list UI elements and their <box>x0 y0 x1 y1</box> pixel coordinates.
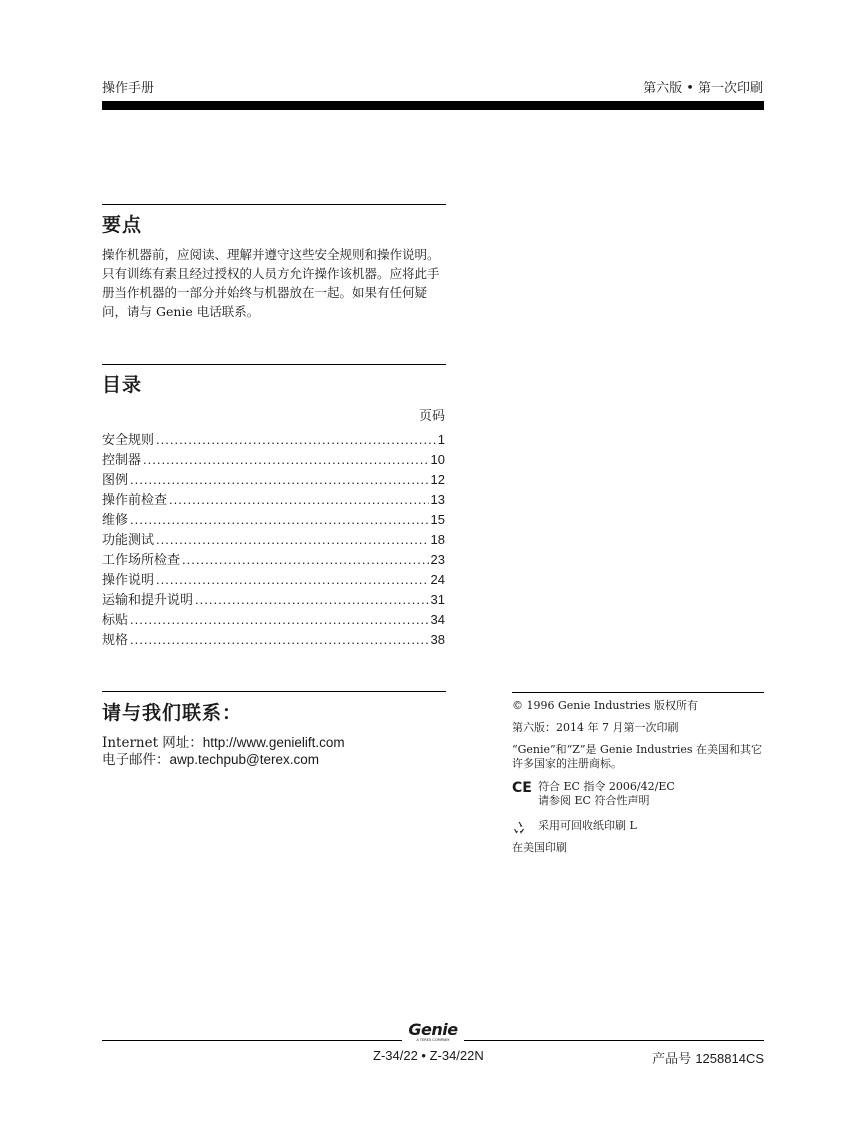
genie-logo-text: Genie <box>408 1020 458 1039</box>
toc-entry[interactable]: 安全规则 ..... 1 <box>102 430 445 450</box>
footer-rule-left <box>102 1040 402 1041</box>
copyright-text: © 1996 Genie Industries 版权所有 <box>512 699 698 712</box>
edition-text: 第六版：2014 年 7 月第一次印刷 <box>512 721 679 734</box>
section-divider <box>512 692 764 693</box>
toc-entry[interactable]: 控制器 ..... 10 <box>102 450 445 470</box>
email-link[interactable]: awp.techpub@terex.com <box>169 752 320 767</box>
section-divider <box>102 691 446 692</box>
contact-email <box>102 751 319 769</box>
toc-entry[interactable]: 操作说明 ..... 24 <box>102 570 445 590</box>
toc-entry[interactable]: 维修 ..... 15 <box>102 510 445 530</box>
header-manual-title: 操作手册 <box>102 81 155 96</box>
contact-title: 请与我们联系： <box>102 702 243 724</box>
key-points-title: 要点 <box>102 214 143 236</box>
toc-entry[interactable]: 工作场所检查 ..... 23 <box>102 550 445 570</box>
email-label: 电子邮件： <box>102 752 170 768</box>
section-divider <box>102 364 446 365</box>
header-edition: 第六版 • 第一次印刷 <box>643 81 763 96</box>
recycle-icon <box>512 819 526 833</box>
footer-model: Z-34/22 • Z-34/22N <box>373 1048 484 1063</box>
internet-label: Internet 网址： <box>102 735 203 751</box>
genie-logo-subtext: A TEREX COMPANY <box>416 1038 450 1042</box>
section-divider <box>102 204 446 205</box>
ce-mark-icon: CE <box>512 780 532 796</box>
toc-entry[interactable]: 运输和提升说明 ..... 31 <box>102 590 445 610</box>
contact-internet <box>102 734 345 752</box>
toc-entry[interactable]: 图例 ..... 12 <box>102 470 445 490</box>
recycled-paper-text: 采用可回收纸印刷 L <box>538 819 637 832</box>
toc-entry[interactable]: 规格 ..... 38 <box>102 630 445 650</box>
printed-in-text: 在美国印刷 <box>512 841 567 854</box>
key-points-text: 操作机器前，应阅读、理解并遵守这些安全规则和操作说明。只有训练有素且经过授权的人员方允许操作该机器。应将此手册当作机器的一部分并始终与机器放在一起。如果有任何疑问，请与 Genie 电话联系。 <box>102 247 440 319</box>
toc-entry[interactable]: 操作前检查 ..... 13 <box>102 490 445 510</box>
part-number-label: 产品号 <box>652 1052 692 1067</box>
toc-entry[interactable]: 功能测试 ..... 18 <box>102 530 445 550</box>
toc-title: 目录 <box>102 374 143 396</box>
part-number-value: 1258814CS <box>695 1051 764 1066</box>
website-link[interactable]: http://www.genielift.com <box>202 735 345 750</box>
footer-rule-right <box>464 1040 764 1041</box>
header-bar <box>102 101 764 110</box>
toc-entry[interactable]: 标贴 ..... 34 <box>102 610 445 630</box>
toc-page-label: 页码 <box>418 409 445 424</box>
trademark-text: “Genie”和“Z”是 Genie Industries 在美国和其它许多国家的注册商标。 <box>512 743 762 770</box>
ce-conformity-line1: 符合 EC 指令 2006/42/EC <box>538 780 675 793</box>
footer-part-number <box>652 1048 764 1067</box>
ce-conformity-line2: 请参阅 EC 符合性声明 <box>538 794 650 807</box>
table-of-contents <box>102 430 445 650</box>
genie-logo <box>404 1022 462 1042</box>
